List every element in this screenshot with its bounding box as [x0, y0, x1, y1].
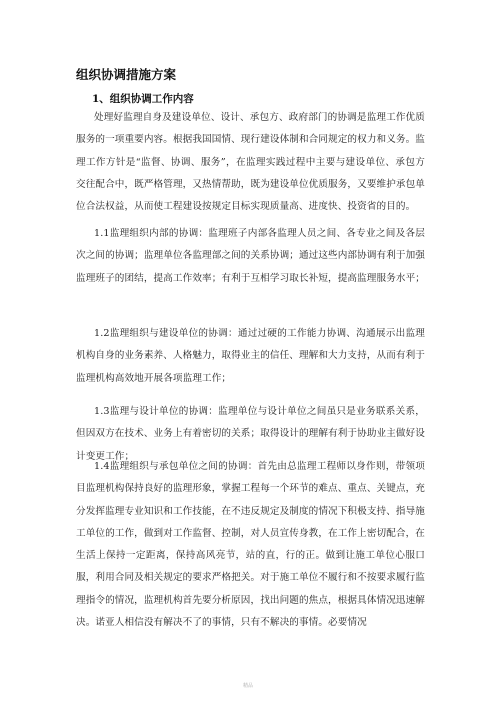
page-footer: 精品: [242, 683, 253, 689]
paragraph-intro: 处理好监理自身及建设单位、设计、承包方、政府部门的协调是监理工作优质服务的一项重要内容。根据我国国情、现行建设体制和合同规定的权力和义务。监理工作方针是“监督、协调、服务”，在监理实践过程中主要与建设单位、承包方交往配合中，既严格管理，又热情帮助，既为建设单位优质服务，又要维护承包单位合法权益，从而使工程建设按规定目标实现质量高、进度快、投资省的目的。: [76, 112, 425, 213]
document-title: 组织协调措施方案: [76, 67, 177, 82]
paragraph-1-4: 1.4监理组织与承包单位之间的协调：首先由总监理工程师以身作则，带领项目监理机构保持良好的监理形象，掌握工程每一个环节的难点、重点、关键点，充分发挥监理专业知识和工作技能，在不违反规定及制度的情况下积极支持、指导施工单位的工作，做到对工作监督、控制，对人员宣传身教，在工作上密切配合，在生活上保持一定距离，保持高风亮节，站的直，行的正。做到让施工单位心服口服，利用合同及相关规定的要求严格把关。对于施工单位不履行和不按要求履行监理指令的情况，监理机构首先要分析原因，找出问题的焦点，根据具体情况迅速解决。诺亚人相信没有解决不了的事情，只有不解决的事情。必要情况: [76, 461, 425, 629]
paragraph-1-1: 1.1监理组织内部的协调：监理班子内部各监理人员之间、各专业之间及各层次之间的协调；监理单位各监理部之间的关系协调；通过这些内部协调有利于加强监理班子的团结，提高工作效率；有利于互相学习取长补短，提高监理服务水平；: [76, 228, 425, 284]
paragraph-1-2: 1.2监理组织与建设单位的协调：通过过硬的工作能力协调、沟通展示出监理机构自身的业务素养、人格魅力，取得业主的信任、理解和大力支持，从而有利于监理机构高效地开展各项监理工作；: [76, 328, 425, 384]
section-heading: 1、组织协调工作内容: [92, 93, 194, 105]
paragraph-1-3: 1.3监理与设计单位的协调：监理单位与设计单位之间虽只是业务联系关系，但因双方在技术、业务上有着密切的关系；取得设计的理解有利于协助业主做好设计变更工作；: [76, 406, 425, 462]
